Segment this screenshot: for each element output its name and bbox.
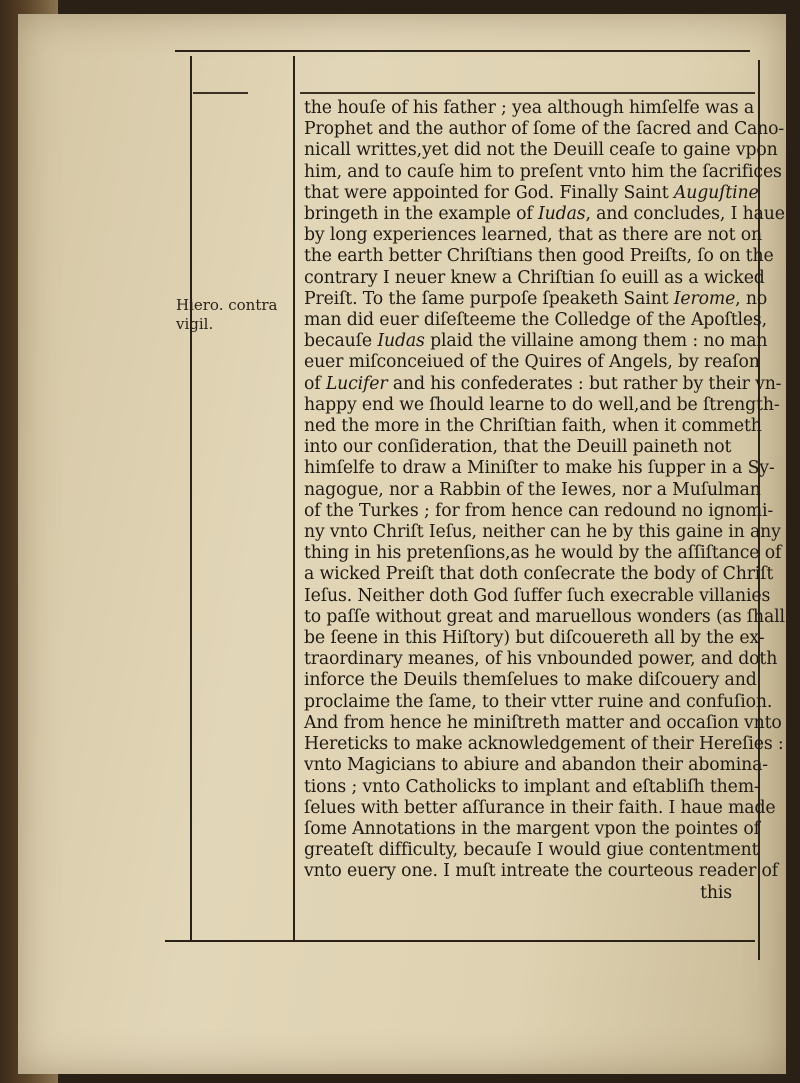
text-line: by long experiences learned, that as there are not on <box>304 225 762 246</box>
text-line: of Lucifer and his confederates : but rather by their vn- <box>304 373 782 394</box>
text-line: happy end we ſhould learne to do well,and be ſtrength- <box>304 394 780 415</box>
text-line: into our conſideration, that the Deuill paineth not <box>304 437 732 458</box>
text-line: ned the more in the Chriſtian faith, when it commeth <box>304 416 762 437</box>
italic-name: Auguſtine <box>673 182 759 203</box>
header-rule <box>300 92 755 94</box>
text-line: Hereticks to make acknowledgement of their Hereſies : <box>304 734 784 755</box>
text-line: to paſſe without great and maruellous wonders (as ſhall <box>304 606 785 627</box>
text-line: And from hence he miniſtreth matter and occaſion vnto <box>304 712 782 733</box>
catchword: this <box>700 882 732 903</box>
italic-name: Iudas <box>377 331 425 352</box>
italic-name: Iudas <box>538 204 586 225</box>
italic-name: Lucifer <box>325 373 388 394</box>
text-line: ſelues with better aſſurance in their faith. I haue made <box>304 797 776 818</box>
text-line: Ieſus. Neither doth God ſuffer ſuch execrable villanies <box>304 585 771 606</box>
text-line: Prophet and the author of ſome of the ſacred and Cano- <box>304 119 785 140</box>
margin-annotation <box>176 296 286 334</box>
margin-divider-rule <box>293 56 295 941</box>
margin-header-rule <box>193 92 248 94</box>
text-line: contrary I neuer knew a Chriſtian ſo euill as a wicked <box>304 267 765 288</box>
frame-rule-top <box>175 50 750 52</box>
text-line: proclaime the ſame, to their vtter ruine and confuſion. <box>304 691 773 712</box>
text-line: the earth better Chriſtians then good Preiſts, ſo on the <box>304 246 774 267</box>
text-line: becauſe Iudas plaid the villaine among them : no man <box>304 331 768 352</box>
text-line: inforce the Deuils themſelues to make diſcouery and <box>304 670 757 691</box>
text-line: that were appointed for God. Finally Saint Auguſtine <box>304 182 759 203</box>
margin-annotation-line: Hiero. contra <box>176 296 278 314</box>
text-line: thing in his pretenſions,as he would by the aſſiſtance of <box>304 543 782 564</box>
text-line: euer miſconceiued of the Quires of Angels, by reaſon <box>304 352 760 373</box>
text-line: nagogue, nor a Rabbin of the Iewes, nor a Muſulman <box>304 479 761 500</box>
text-line: tions ; vnto Catholicks to implant and eſtabliſh them- <box>304 776 760 797</box>
text-line: the houſe of his father ; yea although himſelfe was a <box>304 98 754 118</box>
text-line: Preiſt. To the ſame purpoſe ſpeaketh Saint Ierome, no <box>304 288 768 309</box>
text-line: man did euer diſeſteeme the Colledge of the Apoſtles, <box>304 310 767 331</box>
text-line: bringeth in the example of Iudas, and concludes, I haue <box>304 204 785 225</box>
text-line: vnto Magicians to abiure and abandon their abomina- <box>304 755 768 776</box>
margin-annotation-line: vigil. <box>176 315 214 333</box>
text-line: vnto euery one. I muſt intreate the courteous reader of <box>304 861 779 882</box>
text-line: greateſt difficulty, becauſe I would giue contentment <box>304 840 759 861</box>
text-line: himſelfe to draw a Miniſter to make his ſupper in a Sy- <box>304 458 775 479</box>
text-line: of the Turkes ; for from hence can redound no ignomi- <box>304 500 774 521</box>
text-line: a wicked Preiſt that doth conſecrate the body of Chriſt <box>304 564 774 585</box>
italic-name: Ierome <box>673 288 736 309</box>
text-line: be ſeene in this Hiſtory) but diſcouereth all by the ex- <box>304 628 765 649</box>
text-line: ny vnto Chriſt Ieſus, neither can he by this gaine in any <box>304 522 781 543</box>
text-line: nicall writtes,yet did not the Deuill ceaſe to gaine vpon <box>304 140 778 161</box>
frame-rule-bottom <box>165 940 755 942</box>
body-text <box>304 98 785 904</box>
text-line: ſome Annotations in the margent vpon the pointes of <box>304 818 760 839</box>
text-line: traordinary meanes, of his vnbounded power, and doth <box>304 649 778 670</box>
text-line: him, and to cauſe him to preſent vnto him the ſacrifices <box>304 161 782 182</box>
frame-rule-left <box>190 56 192 941</box>
